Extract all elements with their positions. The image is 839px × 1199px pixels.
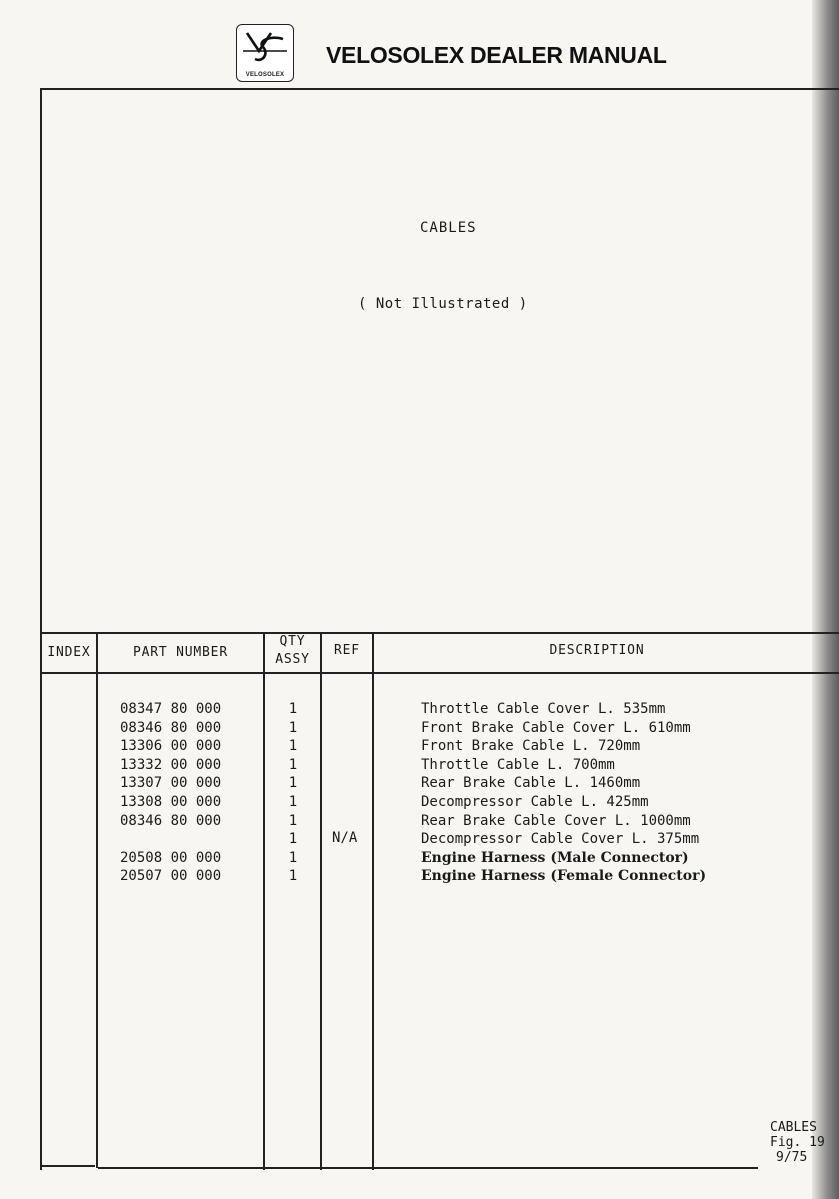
header-part-number: PART NUMBER <box>133 645 228 660</box>
section-title: CABLES <box>420 220 477 236</box>
header-index: INDEX <box>47 645 91 660</box>
part-number <box>120 830 221 849</box>
description: Rear Brake Cable L. 1460mm <box>421 775 641 792</box>
column-divider <box>96 632 98 1168</box>
part-number: 08346 80 000 <box>120 812 222 829</box>
part-number: 13332 00 000 <box>120 756 222 773</box>
qty-value: 1 <box>288 701 298 717</box>
part-number: 08346 80 000 <box>120 719 222 736</box>
page-footer <box>770 1120 825 1165</box>
ref-value: N/A <box>332 830 358 846</box>
qty-value: 1 <box>288 812 298 829</box>
document-title: VELOSOLEX DEALER MANUAL <box>326 42 667 68</box>
logo-text: VELOSOLEX <box>245 72 285 78</box>
table-bottom-rule <box>98 1167 758 1169</box>
qty-value: 1 <box>288 738 298 755</box>
qty-value: 1 <box>288 831 298 848</box>
part-number-column <box>120 700 221 886</box>
velosolex-emblem-icon <box>241 29 289 67</box>
qty-value: 1 <box>288 793 298 810</box>
description: Decompressor Cable Cover L. 375mm <box>421 831 700 848</box>
description: Throttle Cable Cover L. 535mm <box>421 701 666 717</box>
velosolex-logo <box>236 24 294 82</box>
description-column <box>421 700 706 886</box>
qty-value: 1 <box>288 756 298 773</box>
header-ref: REF <box>334 643 360 658</box>
qty-value: 1 <box>288 719 298 736</box>
header-assy: ASSY <box>275 652 310 667</box>
column-divider <box>320 632 322 1170</box>
part-number: 20508 00 000 <box>120 849 222 866</box>
footer-section: CABLES <box>770 1120 817 1135</box>
part-number: 08347 80 000 <box>120 701 222 717</box>
description: Engine Harness (Male Connector) <box>421 849 689 866</box>
header-description: DESCRIPTION <box>549 643 645 658</box>
column-divider <box>263 632 265 1170</box>
footer-date: 9/75 <box>776 1150 808 1165</box>
qty-value: 1 <box>288 849 298 866</box>
header-qty: QTY <box>279 634 306 649</box>
column-divider <box>372 632 374 1170</box>
part-number: 13307 00 000 <box>120 775 222 792</box>
description: Decompressor Cable L. 425mm <box>421 793 649 810</box>
description: Front Brake Cable L. 720mm <box>421 738 641 755</box>
qty-value: 1 <box>288 775 298 792</box>
table-bottom-rule <box>40 1165 95 1167</box>
section-note: ( Not Illustrated ) <box>358 296 528 312</box>
description: Front Brake Cable Cover L. 610mm <box>421 719 691 736</box>
part-number: 13306 00 000 <box>120 738 222 755</box>
description: Throttle Cable L. 700mm <box>421 756 615 773</box>
table-header-rule <box>40 672 839 674</box>
footer-figure: Fig. 19 <box>770 1135 825 1150</box>
parts-frame <box>40 88 839 1170</box>
description: Rear Brake Cable Cover L. 1000mm <box>421 812 691 829</box>
part-number: 20507 00 000 <box>120 868 222 885</box>
qty-column <box>270 700 316 886</box>
description: Engine Harness (Female Connector) <box>421 868 707 885</box>
part-number: 13308 00 000 <box>120 793 222 810</box>
table-top-rule <box>40 632 839 634</box>
qty-value: 1 <box>288 868 298 885</box>
